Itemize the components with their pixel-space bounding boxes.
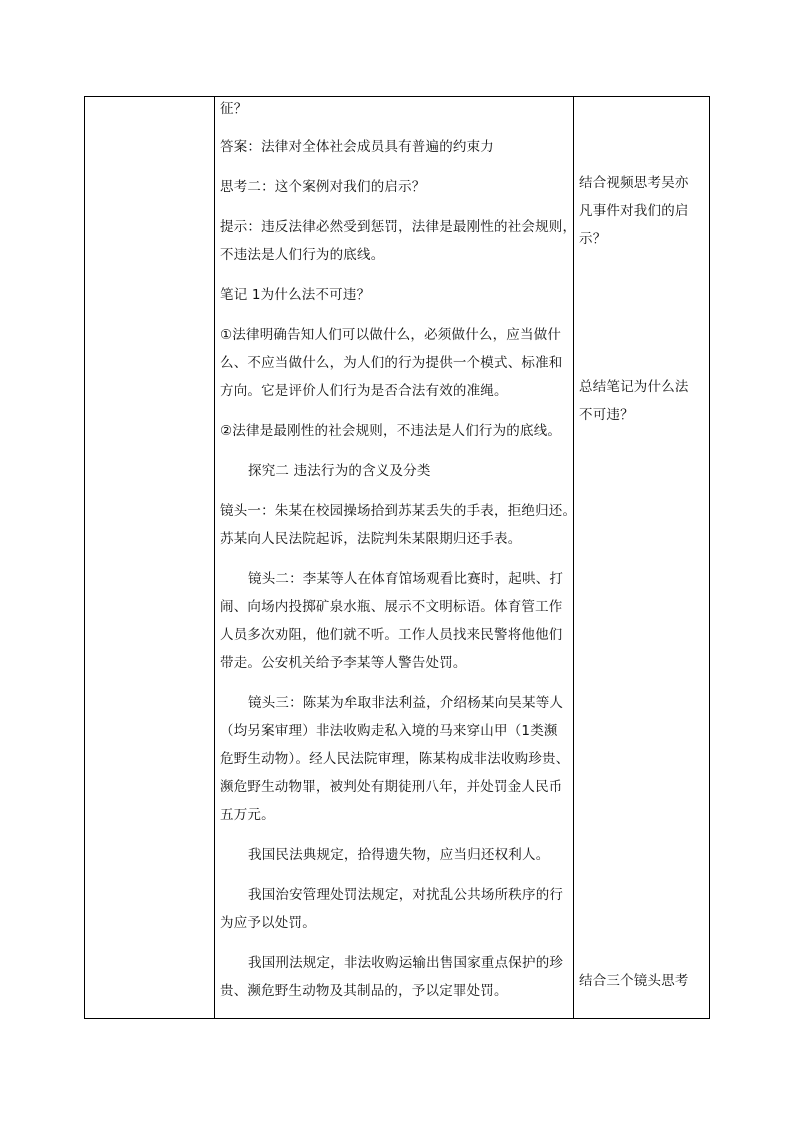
scene-two-line: 闹、向场内投掷矿泉水瓶、展示不文明标语。体育管工作 — [220, 599, 563, 615]
note-item-line: 么、不应当做什么，为人们的行为提供一个模式、标准和 — [220, 355, 563, 371]
scene-three-line: （均另案审理）非法收购走私入境的马来穿山甲（1类濒 — [220, 723, 558, 739]
scene-two-line: 带走。公安机关给予李某等人警告处罚。 — [220, 655, 467, 671]
activity-line: 示？ — [579, 231, 607, 247]
activity-line: 不可违？ — [579, 407, 634, 423]
lesson-plan-table — [84, 96, 710, 1019]
scene-two-line: 镜头二：李某等人在体育馆场观看比赛时，起哄、打 — [248, 571, 564, 587]
text-line: 征？ — [220, 101, 248, 117]
question-line: 思考二：这个案例对我们的启示？ — [220, 179, 426, 195]
hint-line: 不违法是人们行为的底线。 — [220, 247, 385, 263]
scene-three-line: 危野生动物）。经人民法院审理，陈某构成非法收购珍贵、 — [220, 751, 570, 767]
note-item-line: ①法律明确告知人们可以做什么，必须做什么，应当做什 — [220, 327, 562, 343]
hint-line: 提示：违反法律必然受到惩罚，法律是最刚性的社会规则， — [220, 219, 577, 235]
section-heading: 探究二 违法行为的含义及分类 — [248, 463, 431, 479]
activity-line: 总结笔记为什么法 — [579, 379, 689, 395]
activity-line: 结合视频思考吴亦 — [579, 175, 689, 191]
column-divider-left — [214, 97, 215, 1018]
scene-two-line: 人员多次劝阻，他们就不听。工作人员找来民警将他他们 — [220, 627, 563, 643]
public-security-law-line: 为应予以处罚。 — [220, 915, 316, 931]
note-item-line: ②法律是最刚性的社会规则，不违法是人们行为的底线。 — [220, 423, 562, 439]
answer-line: 答案：法律对全体社会成员具有普遍的约束力 — [220, 139, 494, 155]
public-security-law-line: 我国治安管理处罚法规定，对扰乱公共场所秩序的行 — [248, 887, 564, 903]
note-item-line: 方向。它是评价人们行为是否合法有效的准绳。 — [220, 383, 508, 399]
criminal-law-line: 我国刑法规定，非法收购运输出售国家重点保护的珍 — [248, 955, 564, 971]
criminal-law-line: 贵、濒危野生动物及其制品的，予以定罪处罚。 — [220, 983, 508, 999]
scene-one-line: 苏某向人民法院起诉，法院判朱某限期归还手表。 — [220, 531, 522, 547]
note-heading: 笔记 1为什么法不可违？ — [220, 287, 371, 303]
scene-three-line: 五万元。 — [220, 807, 275, 823]
activity-line: 结合三个镜头思考 — [579, 973, 689, 989]
activity-line: 凡事件对我们的启 — [579, 203, 689, 219]
scene-three-line: 濒危野生动物罪，被判处有期徒刑八年，并处罚金人民币 — [220, 779, 563, 795]
scene-one-line: 镜头一：朱某在校园操场拾到苏某丢失的手表，拒绝归还。 — [220, 503, 577, 519]
scene-three-line: 镜头三：陈某为牟取非法利益，介绍杨某向吴某等人 — [248, 695, 564, 711]
civil-code-line: 我国民法典规定，拾得遗失物，应当归还权利人。 — [248, 847, 550, 863]
